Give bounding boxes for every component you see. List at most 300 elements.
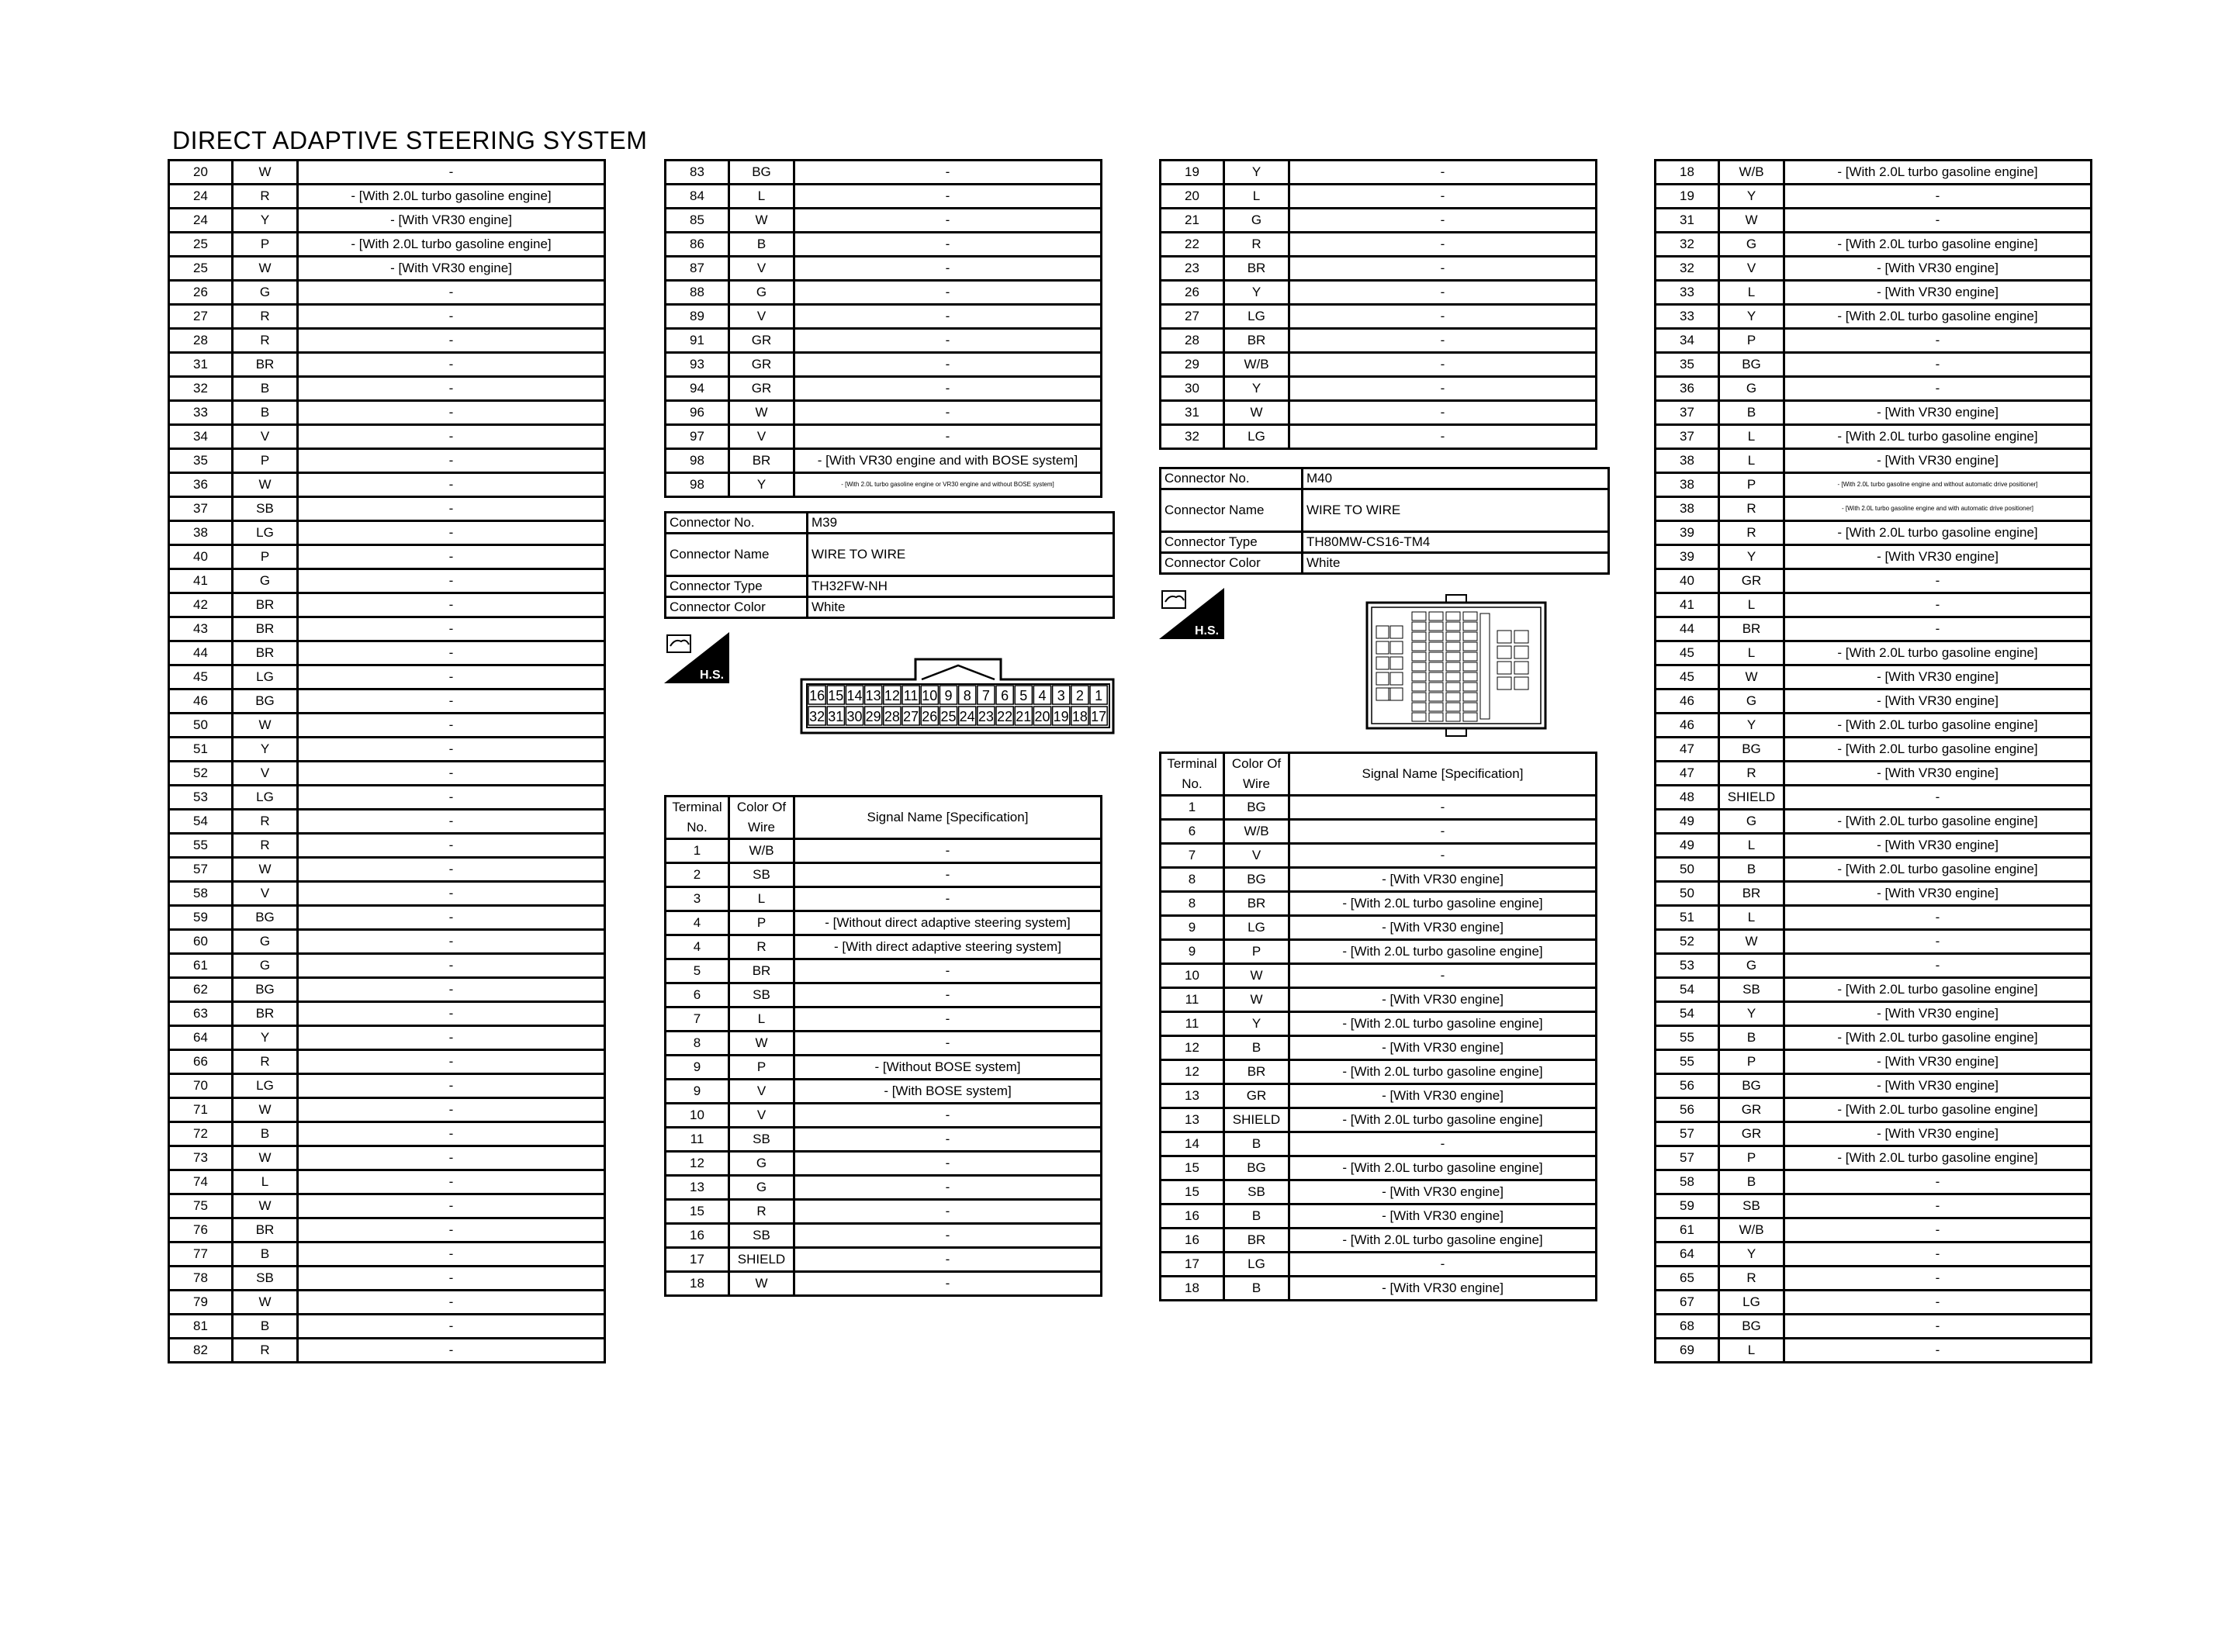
connector-cavity [1463,703,1477,711]
wire-color-cell: Y [1719,185,1784,209]
table-row [169,762,605,786]
connector-cavity [1376,688,1403,700]
wire-color-cell: W [1719,930,1784,954]
wire-color-cell: V [233,882,298,906]
signal-name-cell: - [794,377,1102,401]
signal-name-cell: - [298,714,605,738]
terminal-no-cell: 23 [1161,257,1224,281]
wire-color-cell: BR [233,593,298,617]
wire-color-cell: P [729,1056,794,1080]
table-row [666,209,1102,233]
terminal-no-cell: 72 [169,1122,233,1146]
wire-color-cell: L [729,887,794,911]
table-row [1656,882,2092,906]
signal-name-cell: - [794,1272,1102,1296]
terminal-no-cell: 38 [1656,497,1719,521]
signal-name-cell: - [794,1007,1102,1032]
terminal-no-cell: 37 [1656,425,1719,449]
signal-name-cell: - [1289,1253,1597,1277]
wire-color-cell: L [1719,641,1784,665]
terminal-no-cell: 86 [666,233,729,257]
signal-name-cell: - [794,863,1102,887]
terminal-table-col3-bottom [1159,752,1597,1301]
connector-no-label: Connector No. [1161,468,1303,489]
connector-pin-label: 23 [978,709,994,724]
terminal-no-cell: 33 [169,401,233,425]
connector-name-label: Connector Name [1161,489,1303,532]
connector-type-value: TH80MW-CS16-TM4 [1303,532,1609,553]
table-row [169,930,605,954]
table-row [169,569,605,593]
terminal-no-cell: 63 [169,1002,233,1026]
header-terminal: Terminal [672,800,722,814]
connector-cavity [1463,672,1477,681]
connector-pin-label: 30 [846,709,863,724]
table-row [1656,978,2092,1002]
header-terminal: Terminal [1167,756,1217,771]
signal-name-cell: - [298,1170,605,1194]
terminal-no-cell: 75 [169,1194,233,1218]
terminal-no-cell: 11 [1161,1012,1224,1036]
terminal-no-cell: 12 [1161,1060,1224,1084]
connector-cavity [1390,641,1403,654]
connector-pin-label: 7 [981,688,990,703]
signal-name-cell: - [298,449,605,473]
wire-color-cell: V [1224,844,1289,868]
signal-name-cell: - [298,545,605,569]
connector-cavity [1463,612,1477,620]
terminal-no-cell: 3 [666,887,729,911]
table-row [169,401,605,425]
table-row [169,473,605,497]
terminal-no-cell: 34 [169,425,233,449]
wire-color-cell: BR [1224,1229,1289,1253]
table-row [1161,1253,1597,1277]
signal-name-cell: - [With VR30 engine] [1784,834,2092,858]
table-row [169,1074,605,1098]
terminal-no-cell: 32 [1161,425,1224,449]
wire-color-cell: GR [1719,569,1784,593]
signal-name-cell: - [794,401,1102,425]
terminal-no-cell: 9 [666,1056,729,1080]
terminal-no-cell: 31 [1656,209,1719,233]
table-row [1161,1180,1597,1204]
terminal-no-cell: 9 [1161,940,1224,964]
table-row [1161,796,1597,820]
table-row [169,377,605,401]
terminal-no-cell: 59 [1656,1194,1719,1218]
terminal-no-cell: 98 [666,449,729,473]
hs-label: H.S. [1195,624,1220,638]
terminal-no-cell: 84 [666,185,729,209]
wire-color-cell: R [233,810,298,834]
wire-color-cell: B [1224,1132,1289,1156]
connector-pin-label: 3 [1057,688,1065,703]
terminal-no-cell: 38 [1656,449,1719,473]
signal-name-cell: - [298,329,605,353]
wire-color-cell: BR [1719,617,1784,641]
connector-color-label: Connector Color [1161,553,1303,574]
table-row [1161,305,1597,329]
wire-color-cell: BG [1224,796,1289,820]
signal-name-cell: - [794,233,1102,257]
wire-color-cell: LG [1224,305,1289,329]
table-row [169,882,605,906]
wire-color-cell: G [729,281,794,305]
table-row [169,521,605,545]
terminal-no-cell: 25 [169,257,233,281]
terminal-no-cell: 85 [666,209,729,233]
signal-name-cell: - [1784,954,2092,978]
table-row [169,233,605,257]
wire-color-cell: B [233,401,298,425]
wire-color-cell: BR [233,353,298,377]
connector-color-label: Connector Color [666,597,808,618]
terminal-no-cell: 1 [666,839,729,863]
terminal-no-cell: 34 [1656,329,1719,353]
table-row [666,1080,1102,1104]
terminal-no-cell: 54 [1656,978,1719,1002]
table-row [1656,377,2092,401]
signal-name-cell: - [298,377,605,401]
table-row [1656,161,2092,185]
terminal-no-cell: 71 [169,1098,233,1122]
signal-name-cell: - [With 2.0L turbo gasoline engine] [1784,1146,2092,1170]
connector-pin-label: 2 [1075,688,1084,703]
wire-color-cell: LG [1224,916,1289,940]
connector-cavity [1480,613,1490,719]
wire-color-cell: LG [233,1074,298,1098]
wire-color-cell: W [233,473,298,497]
terminal-no-cell: 27 [1161,305,1224,329]
signal-name-cell: - [With VR30 engine] [1784,545,2092,569]
signal-name-cell: - [1289,425,1597,449]
signal-name-cell: - [298,497,605,521]
signal-name-cell: - [1289,353,1597,377]
terminal-no-cell: 50 [1656,858,1719,882]
wire-color-cell: SB [1719,1194,1784,1218]
header-signal: Signal Name [Specification] [794,797,1102,839]
connector-cavity [1446,693,1460,701]
connector-cavity [1429,612,1443,620]
terminal-no-cell: 25 [169,233,233,257]
terminal-no-cell: 38 [169,521,233,545]
connector-cavity [1446,642,1460,651]
wire-color-cell: GR [1719,1122,1784,1146]
table-row [1656,617,2092,641]
wire-color-cell: L [1719,425,1784,449]
wire-color-cell: R [233,834,298,858]
terminal-no-cell: 16 [1161,1204,1224,1229]
wire-color-cell: G [729,1152,794,1176]
signal-name-cell: - [1289,1132,1597,1156]
table-row [666,329,1102,353]
table-row [666,1176,1102,1200]
table-row [666,161,1102,185]
connector-cavity [1446,703,1460,711]
terminal-no-cell: 31 [169,353,233,377]
signal-name-cell: - [Without direct adaptive steering system] [794,911,1102,935]
connector-pin-label: 19 [1053,709,1069,724]
signal-name-cell: - [1784,930,2092,954]
wire-color-cell: G [1719,954,1784,978]
terminal-no-cell: 50 [1656,882,1719,906]
connector-cavity [1514,662,1528,674]
signal-name-cell: - [298,810,605,834]
wire-color-cell: R [1224,233,1289,257]
wire-color-cell: Y [233,209,298,233]
terminal-no-cell: 13 [1161,1108,1224,1132]
wire-color-cell: L [233,1170,298,1194]
wire-color-cell: W [233,1291,298,1315]
table-row [666,1272,1102,1296]
signal-name-cell: - [With 2.0L turbo gasoline engine] [1784,810,2092,834]
table-row [1161,1229,1597,1253]
signal-name-cell: - [Without BOSE system] [794,1056,1102,1080]
table-row [666,1224,1102,1248]
connector-cavity [1497,646,1511,658]
signal-name-cell: - [298,1098,605,1122]
signal-name-cell: - [With VR30 engine] [298,209,605,233]
terminal-no-cell: 40 [169,545,233,569]
connector-pin-label: 29 [865,709,881,724]
signal-name-cell: - [794,959,1102,983]
signal-name-cell: - [1784,1194,2092,1218]
terminal-no-cell: 76 [169,1218,233,1242]
signal-name-cell: - [With VR30 engine] [1784,1002,2092,1026]
table-row [169,1098,605,1122]
wire-color-cell: BG [1719,353,1784,377]
signal-name-cell: - [298,786,605,810]
terminal-no-cell: 69 [1656,1339,1719,1363]
wire-color-cell: Y [1224,1012,1289,1036]
connector-type-label: Connector Type [1161,532,1303,553]
signal-name-cell: - [794,425,1102,449]
terminal-no-cell: 21 [1161,209,1224,233]
wire-color-cell: BR [1224,329,1289,353]
table-row [1161,329,1597,353]
terminal-no-cell: 83 [666,161,729,185]
terminal-no-cell: 62 [169,978,233,1002]
connector-cavity [1446,622,1460,631]
signal-name-cell: - [298,425,605,449]
signal-name-cell: - [298,161,605,185]
signal-name-cell: - [With VR30 engine] [1784,257,2092,281]
terminal-no-cell: 58 [169,882,233,906]
table-row [666,911,1102,935]
connector-pin-label: 18 [1071,709,1088,724]
signal-name-cell: - [With VR30 engine] [1784,689,2092,714]
signal-name-cell: - [298,281,605,305]
signal-name-cell: - [298,858,605,882]
signal-name-cell: - [With VR30 engine] [1784,1122,2092,1146]
signal-name-cell: - [1784,1315,2092,1339]
terminal-no-cell: 56 [1656,1074,1719,1098]
table-row [1656,569,2092,593]
wire-color-cell: W [729,401,794,425]
terminal-no-cell: 8 [1161,868,1224,892]
signal-name-cell: - [794,305,1102,329]
wire-color-cell: L [1224,185,1289,209]
signal-name-cell: - [With VR30 engine] [1289,988,1597,1012]
signal-name-cell: - [298,1242,605,1267]
signal-name-cell: - [1289,281,1597,305]
table-row [666,1200,1102,1224]
table-row [1656,1242,2092,1267]
terminal-no-cell: 66 [169,1050,233,1074]
table-row [1656,954,2092,978]
connector-cavity [1463,683,1477,691]
terminal-no-cell: 29 [1161,353,1224,377]
terminal-no-cell: 35 [169,449,233,473]
wire-color-cell: L [1719,1339,1784,1363]
signal-name-cell: - [1289,820,1597,844]
terminal-no-cell: 32 [1656,257,1719,281]
wire-color-cell: P [233,545,298,569]
connector-cavity [1429,632,1443,641]
signal-name-cell: - [794,1200,1102,1224]
wire-color-cell: B [1719,1026,1784,1050]
table-row [1656,257,2092,281]
terminal-no-cell: 89 [666,305,729,329]
terminal-no-cell: 98 [666,473,729,497]
wire-color-cell: Y [1719,1002,1784,1026]
terminal-no-cell: 68 [1656,1315,1719,1339]
connector-pin-label: 26 [922,709,938,724]
wire-color-cell: BR [1224,257,1289,281]
connector-pin-label: 16 [809,688,825,703]
wire-color-cell: BG [1224,868,1289,892]
terminal-no-cell: 31 [1161,401,1224,425]
wire-color-cell: R [1719,762,1784,786]
wire-color-cell: W [1719,209,1784,233]
terminal-no-cell: 24 [169,209,233,233]
signal-name-cell: - [298,1218,605,1242]
table-row [1161,257,1597,281]
wire-color-cell: BG [233,906,298,930]
wire-color-cell: BG [1719,1315,1784,1339]
table-row [169,1026,605,1050]
terminal-no-cell: 51 [169,738,233,762]
table-row [1161,1156,1597,1180]
wire-color-cell: W [729,1032,794,1056]
table-row [1656,449,2092,473]
wire-color-cell: B [1224,1036,1289,1060]
wire-color-cell: P [1719,329,1784,353]
terminal-no-cell: 30 [1161,377,1224,401]
table-row [1656,738,2092,762]
wire-color-cell: LG [233,521,298,545]
connector-pin-label: 28 [884,709,900,724]
wire-color-cell: BR [1719,882,1784,906]
table-row [169,425,605,449]
table-row [1656,786,2092,810]
wire-color-cell: SHIELD [1719,786,1784,810]
terminal-no-cell: 12 [1161,1036,1224,1060]
terminal-no-cell: 28 [169,329,233,353]
signal-name-cell: - [298,738,605,762]
table-row [169,978,605,1002]
signal-name-cell: - [1784,377,2092,401]
terminal-no-cell: 61 [169,954,233,978]
table-row [1656,834,2092,858]
connector-pin-label: 15 [828,688,844,703]
table-row [1656,329,2092,353]
terminal-no-cell: 57 [1656,1146,1719,1170]
signal-name-cell: - [With direct adaptive steering system] [794,935,1102,959]
connector-cavity [1497,631,1511,643]
terminal-no-cell: 36 [169,473,233,497]
wire-color-cell: BG [729,161,794,185]
wire-color-cell: R [233,1339,298,1363]
wire-color-cell: V [233,762,298,786]
terminal-no-cell: 7 [1161,844,1224,868]
signal-name-cell: - [1784,1267,2092,1291]
wire-color-cell: SB [729,1224,794,1248]
table-row [169,209,605,233]
terminal-no-cell: 38 [1656,473,1719,497]
connector-info-m39 [664,511,1115,619]
connector-cavity [1376,657,1389,669]
connector-cavity [1412,713,1426,721]
connector-cavity [1376,626,1389,638]
connector-pin-label: 17 [1091,709,1107,724]
table-row [666,1104,1102,1128]
wire-color-cell: BR [233,641,298,665]
signal-name-cell: - [298,401,605,425]
connector-type-value: TH32FW-NH [808,576,1114,597]
terminal-no-cell: 52 [1656,930,1719,954]
wire-color-cell: GR [729,377,794,401]
signal-name-cell: - [794,329,1102,353]
table-row [169,1291,605,1315]
terminal-no-cell: 35 [1656,353,1719,377]
signal-name-cell: - [298,1002,605,1026]
table-row [169,665,605,689]
wire-color-cell: G [1719,377,1784,401]
table-row [1656,473,2092,497]
table-row [666,353,1102,377]
table-row [1656,209,2092,233]
terminal-no-cell: 55 [169,834,233,858]
connector-name-label: Connector Name [666,534,808,576]
table-row [1656,1074,2092,1098]
connector-pin-label: 14 [846,688,863,703]
connector-cavity [1390,672,1403,685]
connector-cavity [1446,612,1460,620]
table-row [666,1128,1102,1152]
terminal-no-cell: 10 [666,1104,729,1128]
connector-no-value: M39 [808,513,1114,534]
signal-name-cell: - [794,983,1102,1007]
terminal-no-cell: 55 [1656,1026,1719,1050]
table-row [666,1032,1102,1056]
wire-color-cell: L [1719,449,1784,473]
wire-color-cell: R [729,935,794,959]
connector-cavity [1446,713,1460,721]
terminal-no-cell: 59 [169,906,233,930]
connector-cavity [1463,642,1477,651]
terminal-no-cell: 17 [1161,1253,1224,1277]
terminal-no-cell: 49 [1656,810,1719,834]
table-row [1656,665,2092,689]
terminal-no-cell: 50 [169,714,233,738]
table-row [666,281,1102,305]
connector-cavity [1412,693,1426,701]
signal-name-cell: - [794,887,1102,911]
table-row [666,839,1102,863]
table-row [1656,1146,2092,1170]
